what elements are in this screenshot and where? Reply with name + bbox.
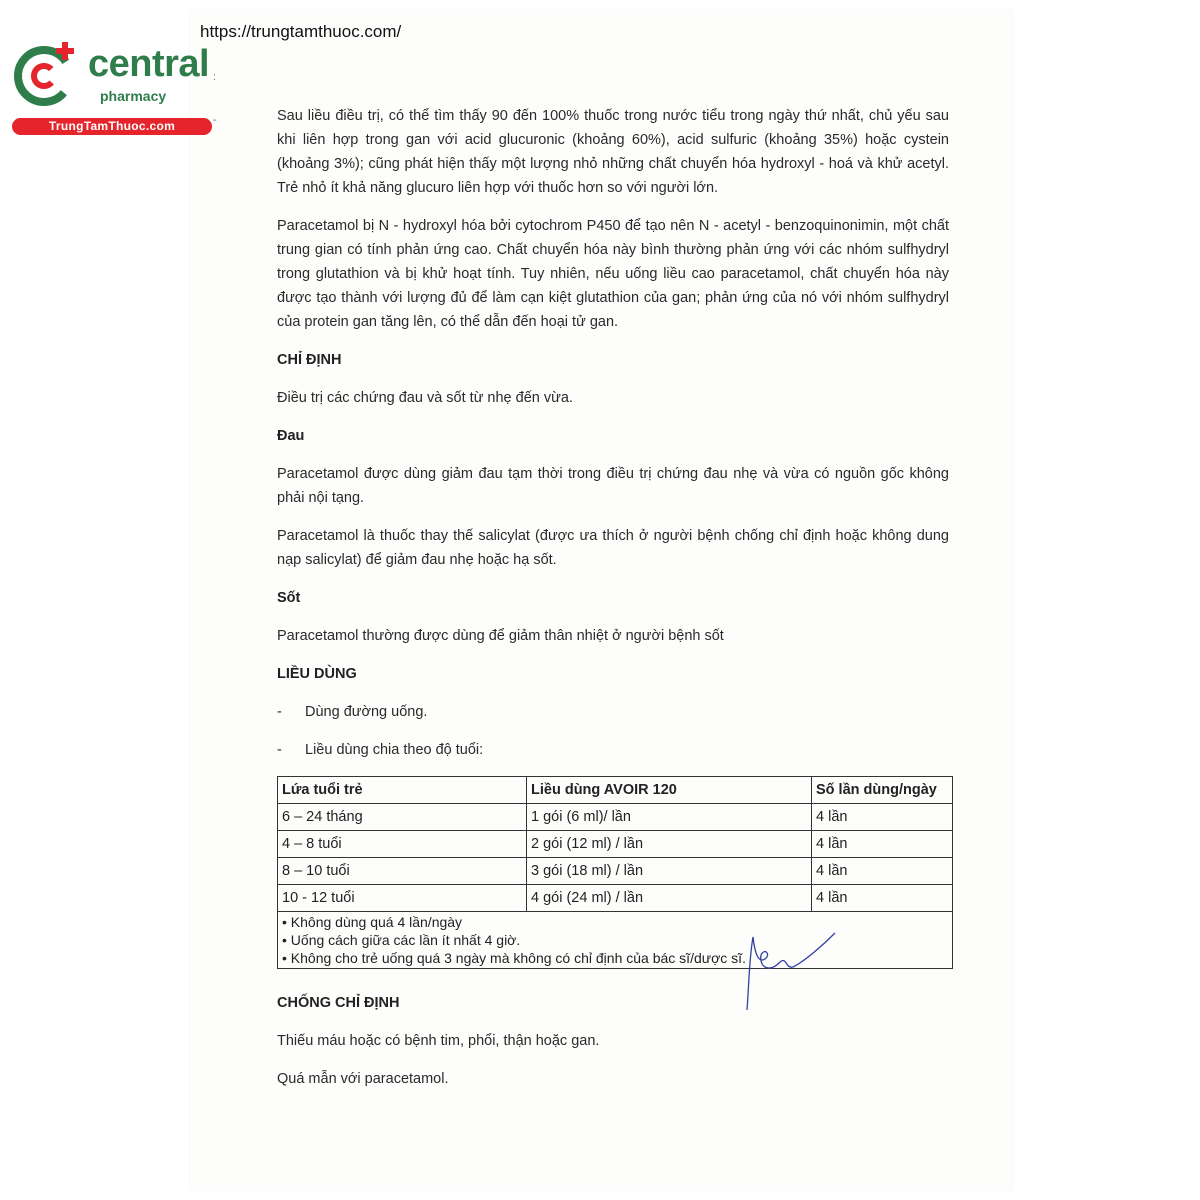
- table-cell: 4 lần: [812, 858, 953, 885]
- heading-fever: Sốt: [277, 590, 301, 606]
- table-notes-cell: [278, 912, 953, 969]
- column-header: Liều dùng AVOIR 120: [527, 777, 812, 804]
- paragraph-contraindication-2: Quá mẫn với paracetamol.: [277, 1071, 449, 1087]
- bullet-dash: -: [277, 742, 282, 758]
- heading-dosage: LIỀU DÙNG: [277, 666, 357, 682]
- table-cell: 6 – 24 tháng: [278, 804, 527, 831]
- heading-pain: Đau: [277, 428, 305, 444]
- paragraph-pain-2: Paracetamol là thuốc thay thế salicylat (được ưa thích ở người bệnh chống chỉ định hoặc không dung nạp salicylat) để giảm đau nhẹ hoặc hạ sốt.: [277, 528, 949, 568]
- table-cell: 2 gói (12 ml) / lần: [527, 831, 812, 858]
- paragraph-pain-1: Paracetamol được dùng giảm đau tạm thời trong điều trị chứng đau nhẹ và vừa có nguồn gốc không phải nội tạng.: [277, 466, 949, 506]
- dosage-table: [277, 776, 953, 969]
- scan-mark: :: [213, 72, 216, 83]
- list-item: [277, 738, 949, 762]
- table-notes-row: [278, 912, 953, 969]
- source-url[interactable]: https://trungtamthuoc.com/: [200, 22, 402, 41]
- note-line: • Không cho trẻ uống quá 3 ngày mà không có chỉ định của bác sĩ/dược sĩ.: [282, 950, 746, 966]
- table-row: [278, 804, 953, 831]
- heading-indications: CHỈ ĐỊNH: [277, 352, 342, 368]
- paragraph-metabolism: Sau liều điều trị, có thể tìm thấy 90 đến 100% thuốc trong nước tiểu trong ngày thứ nhất, chủ yếu sau khi liên hợp trong gan với acid glucuronic (khoảng 60%), acid sulfuric (khoảng 35%) hoặc cystein (khoảng 3%); cũng phát hiện thấy một lượng nhỏ những chất chuyển hóa hydroxyl - hoá và khử acetyl. Trẻ nhỏ ít khả năng glucuro liên hợp với thuốc hơn so với người lớn.: [277, 108, 949, 196]
- bullet-text: Liều dùng chia theo độ tuổi:: [305, 742, 484, 758]
- signature-mark: [735, 925, 845, 1015]
- table-row: [278, 885, 953, 912]
- table-cell: 4 lần: [812, 804, 953, 831]
- table-cell: 4 gói (24 ml) / lần: [527, 885, 812, 912]
- bullet-text: Dùng đường uống.: [305, 704, 428, 720]
- paragraph-fever: Paracetamol thường được dùng để giảm thân nhiệt ở người bệnh sốt: [277, 628, 724, 644]
- paragraph-indications: Điều trị các chứng đau và sốt từ nhẹ đến vừa.: [277, 390, 573, 406]
- list-item: [277, 700, 949, 724]
- table-cell: 3 gói (18 ml) / lần: [527, 858, 812, 885]
- table-cell: 4 lần: [812, 885, 953, 912]
- logo-subtitle: pharmacy: [100, 88, 167, 104]
- table-header-row: [278, 777, 953, 804]
- note-line: • Uống cách giữa các lần ít nhất 4 giờ.: [282, 932, 521, 948]
- bullet-dash: -: [277, 704, 282, 720]
- table-cell: 4 – 8 tuổi: [278, 831, 527, 858]
- logo-wordmark: central: [88, 43, 210, 85]
- paragraph-contraindication-1: Thiếu máu hoặc có bệnh tim, phổi, thận hoặc gan.: [277, 1033, 600, 1049]
- heading-contraindications: CHỐNG CHỈ ĐỊNH: [277, 995, 400, 1011]
- central-pharmacy-logo: [10, 38, 220, 138]
- paragraph-hydroxylation: Paracetamol bị N - hydroxyl hóa bởi cytochrom P450 để tạo nên N - acetyl - benzoquinonimin, một chất trung gian có tính phản ứng cao. Chất chuyển hóa này bình thường phản ứng với các nhóm sulfhydryl trong glutathion và bị khử hoạt tính. Tuy nhiên, nếu uống liều cao paracetamol, chất chuyển hóa này được tạo thành với lượng đủ để làm cạn kiệt glutathion của gan; phản ứng của nó với nhóm sulfhydryl của protein gan tăng lên, có thể dẫn đến hoại tử gan.: [277, 218, 949, 330]
- table-cell: 8 – 10 tuổi: [278, 858, 527, 885]
- table-row: [278, 831, 953, 858]
- document-body: [277, 104, 949, 1105]
- table-row: [278, 858, 953, 885]
- table-cell: 4 lần: [812, 831, 953, 858]
- column-header: Lứa tuổi trẻ: [278, 777, 527, 804]
- note-line: • Không dùng quá 4 lần/ngày: [282, 914, 463, 930]
- table-cell: 1 gói (6 ml)/ lần: [527, 804, 812, 831]
- logo-banner: TrungTamThuoc.com: [12, 118, 212, 135]
- scan-mark: -: [213, 115, 217, 126]
- column-header: Số lần dùng/ngày: [812, 777, 953, 804]
- table-cell: 10 - 12 tuổi: [278, 885, 527, 912]
- pharmacy-logo-icon: [10, 38, 90, 118]
